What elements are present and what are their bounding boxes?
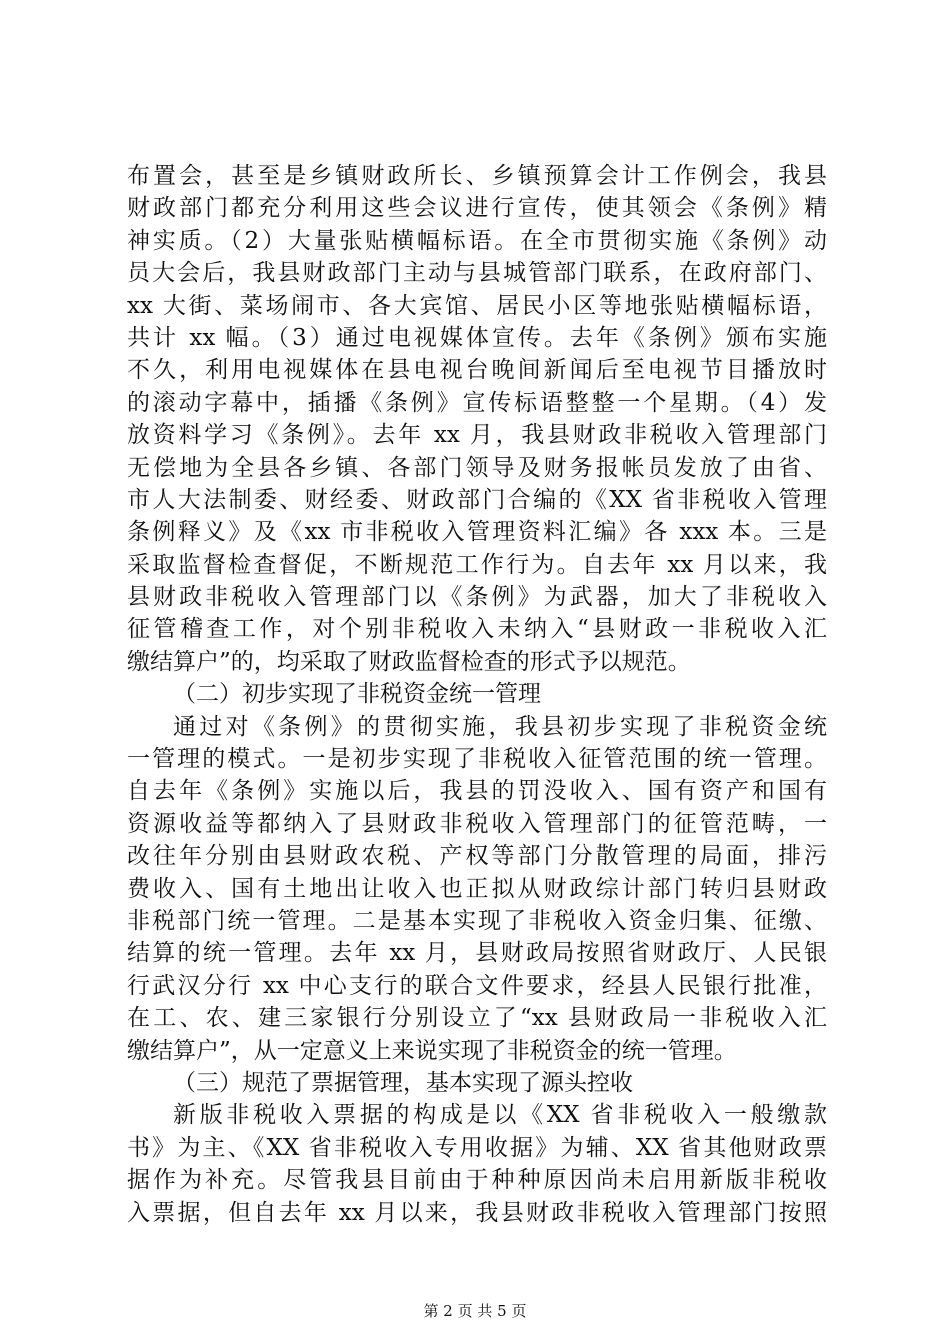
text-line: 在工、农、建三家银行分别设立了“xx 县财政局一非税收入汇 [127,1005,827,1032]
text-line: 采取监督检查督促，不断规范工作行为。自去年 xx 月以来，我 [127,551,827,578]
text-line: （二）初步实现了非税资金统一管理 [173,681,541,708]
text-line: 布置会，甚至是乡镇财政所长、乡镇预算会计工作例会，我县 [127,163,827,189]
text-line: 据作为补充。尽管我县目前由于种种原因尚未启用新版非税收 [127,1167,827,1194]
text-line: 新版非税收入票据的构成是以《XX 省非税收入一般缴款 [173,1102,827,1129]
text-line: 条例释义》及《xx 市非税收入管理资料汇编》各 xxx 本。三是 [127,519,827,546]
text-line: 书》为主、《XX 省非税收入专用收据》为辅、XX 省其他财政票 [127,1134,827,1161]
text-line: 市人大法制委、财经委、财政部门合编的《XX 省非税收入管理 [127,486,827,513]
text-line: 放资料学习《条例》。去年 xx 月，我县财政非税收入管理部门 [127,422,827,449]
text-line: xx 大街、菜场闹市、各大宾馆、居民小区等地张贴横幅标语， [127,292,827,319]
text-line: 的滚动字幕中，插播《条例》宣传标语整整一个星期。（4）发 [127,389,827,416]
text-line: 资源收益等都纳入了县财政非税收入管理部门的征管范畴，一 [127,810,827,837]
text-line: 征管稽查工作，对个别非税收入未纳入“县财政一非税收入汇 [127,616,827,643]
text-line: 通过对《条例》的贯彻实施，我县初步实现了非税资金统 [173,713,827,740]
text-line: 缴结算户”的，均采取了财政监督检查的形式予以规范。 [127,648,691,675]
text-line: 结算的统一管理。去年 xx 月，县财政局按照省财政厅、人民银 [127,940,827,967]
text-line: 一管理的模式。一是初步实现了非税收入征管范围的统一管理。 [127,746,827,773]
text-line: 财政部门都充分利用这些会议进行宣传，使其领会《条例》精 [127,195,827,222]
text-line: （三）规范了票据管理，基本实现了源头控收 [173,1069,633,1096]
text-line: 县财政非税收入管理部门以《条例》为武器，加大了非税收入 [127,584,827,611]
text-line: 无偿地为全县各乡镇、各部门领导及财务报帐员发放了由省、 [127,454,827,481]
text-line: 行武汉分行 xx 中心支行的联合文件要求，经县人民银行批准， [127,972,827,999]
text-line: 共计 xx 幅。（3）通过电视媒体宣传。去年《条例》颁布实施 [127,324,827,351]
text-line: 改往年分别由县财政农税、产权等部门分散管理的局面，排污 [127,843,827,870]
text-line: 自去年《条例》实施以后，我县的罚没收入、国有资产和国有 [127,778,827,805]
text-line: 员大会后，我县财政部门主动与县城管部门联系，在政府部门、 [127,260,827,287]
text-line: 神实质。（2）大量张贴横幅标语。在全市贯彻实施《条例》动 [127,227,827,254]
text-line: 不久，利用电视媒体在县电视台晚间新闻后至电视节目播放时 [127,357,827,384]
page-footer: 第 2 页 共 5 页 [423,1302,527,1320]
text-line: 入票据，但自去年 xx 月以来，我县财政非税收入管理部门按照 [127,1199,827,1226]
text-line: 非税部门统一管理。二是基本实现了非税收入资金归集、征缴、 [127,907,827,934]
text-line: 费收入、国有土地出让收入也正拟从财政综计部门转归县财政 [127,875,827,902]
text-line: 缴结算户”，从一定意义上来说实现了非税资金的统一管理。 [127,1037,737,1064]
document-body [127,160,827,1229]
